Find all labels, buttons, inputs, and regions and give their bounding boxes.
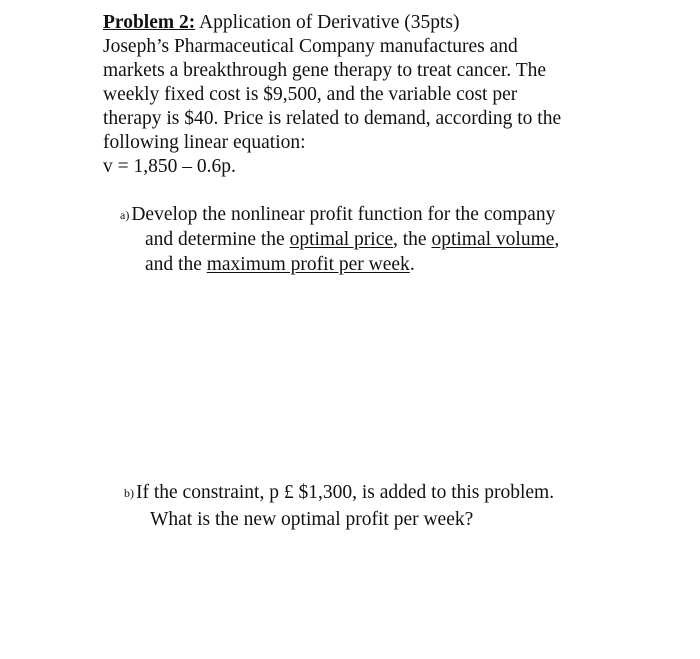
part-a-text-3b: .	[409, 254, 415, 275]
part-a-text-2b: , the	[393, 229, 432, 250]
intro-line-4: therapy is $40. Price is related to demand, according to the	[103, 108, 562, 129]
part-b-marker: b)	[124, 486, 134, 500]
problem-heading	[103, 12, 460, 34]
intro-line-3: weekly fixed cost is $9,500, and the variable cost per	[103, 84, 518, 105]
part-b-line-1	[124, 482, 554, 504]
intro-line-2: markets a breakthrough gene therapy to treat cancer. The	[103, 60, 547, 81]
part-a-text-2a: and determine the	[145, 229, 290, 250]
part-a-line-1	[120, 204, 555, 226]
intro-line-5: following linear equation:	[103, 132, 306, 153]
part-a-text-3a: and the	[145, 254, 207, 275]
part-b-text-1: If the constraint, p £ $1,300, is added to this problem.	[136, 482, 555, 503]
maximum-profit-term: maximum profit per week	[206, 254, 410, 275]
intro-line-1: Joseph’s Pharmaceutical Company manufactures and	[103, 36, 518, 57]
problem-label: Problem 2:	[103, 12, 196, 33]
part-b-line-2: What is the new optimal profit per week?	[150, 509, 474, 530]
part-a-line-3	[145, 254, 415, 276]
demand-equation: v = 1,850 – 0.6p.	[103, 156, 236, 177]
part-a-text-2c: ,	[554, 229, 560, 250]
part-a-line-2	[145, 229, 559, 251]
problem-title: Application of Derivative (35pts)	[195, 12, 460, 33]
optimal-volume-term: optimal volume	[431, 229, 555, 250]
part-a-marker: a)	[120, 208, 130, 222]
part-a-text-1: Develop the nonlinear profit function for the company	[131, 204, 556, 225]
optimal-price-term: optimal price	[289, 229, 394, 250]
